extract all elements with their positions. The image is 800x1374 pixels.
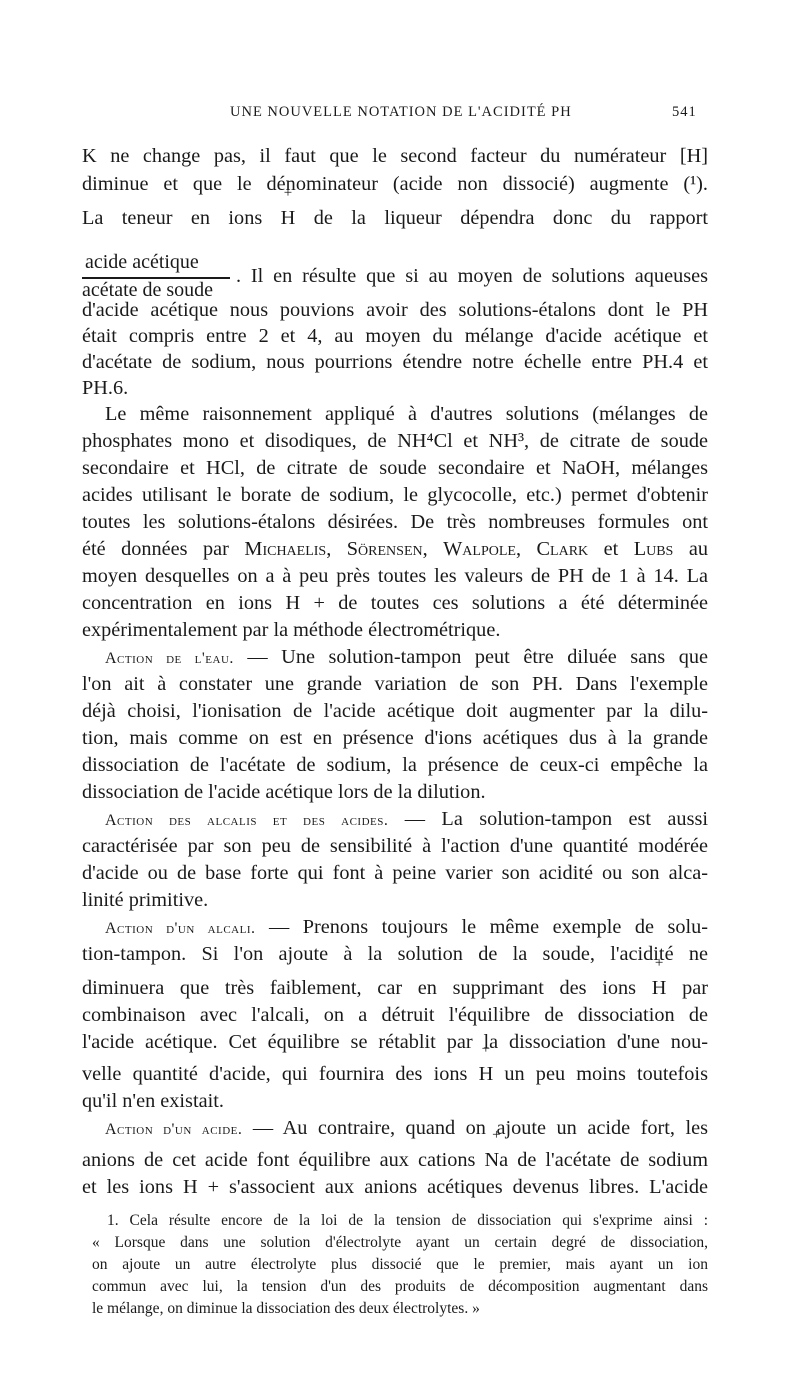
text-line	[82, 974, 708, 1002]
author-name: Sörensen,	[346, 538, 428, 560]
text-line: l'on ait à constater une grande variation de son PH. Dans l'exemple	[82, 673, 708, 695]
text-line: linité primitive.	[82, 889, 209, 911]
section-title: Action de l'eau.	[105, 650, 234, 667]
text-line: tion, mais comme on est en présence d'ions acétiques dus à la grande	[82, 727, 708, 749]
fraction-numerator: acide acétique	[85, 251, 199, 273]
running-title: UNE NOUVELLE NOTATION DE L'ACIDITÉ PH	[230, 104, 572, 120]
text-span: — Une solution-tampon peut être diluée sans que	[247, 646, 708, 668]
text-line: moyen desquelles on a à peu près toutes les valeurs de PH de 1 à 14. La	[82, 565, 708, 587]
footnote-line: le mélange, on diminue la dissociation des deux électrolytes. »	[92, 1300, 480, 1317]
text-span: de l'acétate de sodium	[517, 1149, 708, 1171]
text-span: — Au contraire, quand on ajoute un acide fort, les	[252, 1117, 709, 1139]
text-line: dissociation de l'acide acétique lors de la dilution.	[82, 781, 486, 803]
section-line	[105, 805, 708, 833]
text-line	[82, 204, 708, 232]
text-line: combinaison avec l'alcali, on a détruit l'équilibre de dissociation de	[82, 1004, 708, 1026]
text-span: un peu moins toutefois	[504, 1063, 708, 1085]
footnote-line: « Lorsque dans une solution d'électrolyte ayant un certain degré de dissociation,	[92, 1234, 708, 1251]
h-ion-symbol: + H	[281, 204, 296, 232]
text-line	[82, 1060, 708, 1088]
footnote-line: commun avec lui, la tension d'un des produits de décomposition augmentant dans	[92, 1278, 708, 1295]
text-line	[82, 535, 708, 563]
text-line: expérimentalement par la méthode électrométrique.	[82, 619, 501, 641]
text-span: diminuera que très faiblement, car en supprimant des ions	[82, 977, 637, 999]
author-name: Walpole,	[443, 538, 522, 560]
text-line: qu'il n'en existait.	[82, 1090, 224, 1112]
author-name: Clark	[536, 538, 589, 560]
h-ion-symbol: + H	[479, 1060, 494, 1088]
text-line: dissociation de l'acétate de sodium, la présence de ceux-ci empêche la	[82, 754, 708, 776]
text-span: et	[603, 538, 619, 560]
text-line: déjà choisi, l'ionisation de l'acide acétique doit augmenter par la dilu-	[82, 700, 708, 722]
text-line: toutes les solutions-étalons désirées. De très nombreuses formules ont	[82, 511, 708, 533]
h-ion-symbol: + H	[652, 974, 667, 1002]
section-title: Action des alcalis et des acides.	[105, 812, 389, 829]
text-line: caractérisée par son peu de sensibilité à l'action d'une quantité modérée	[82, 835, 708, 857]
text-line: acides utilisant le borate de sodium, le glycocolle, etc.) permet d'obtenir	[82, 484, 708, 506]
text-line: d'acétate de sodium, nous pourrions étendre notre échelle entre PH.4 et	[82, 351, 708, 373]
text-span: été données par	[82, 538, 229, 560]
text-span: au	[688, 538, 708, 560]
section-line	[105, 1114, 708, 1142]
section-line	[105, 643, 708, 671]
text-line: était compris entre 2 et 4, au moyen du mélange d'acide acétique et	[82, 325, 708, 347]
text-line: l'acide acétique. Cet équilibre se rétablit par la dissociation d'une nou-	[82, 1031, 708, 1053]
text-span: velle quantité d'acide, qui fournira des ions	[82, 1063, 468, 1085]
author-name: Michaelis,	[244, 538, 332, 560]
text-line: Le même raisonnement appliqué à d'autres solutions (mélanges de	[105, 403, 708, 425]
text-line: tion-tampon. Si l'on ajoute à la solution de la soude, l'acidité ne	[82, 943, 708, 965]
na-ion-symbol: + Na	[485, 1146, 509, 1174]
page-number: 541	[672, 104, 697, 120]
text-span: de la liqueur dépendra donc du rapport	[313, 207, 709, 229]
text-span: — Prenons toujours le même exemple de solu-	[269, 916, 709, 938]
footnote-line: 1. Cela résulte encore de la loi de la tension de dissociation qui s'exprime ainsi :	[107, 1212, 708, 1229]
text-span: La teneur en ions	[82, 207, 263, 229]
text-span: par	[682, 977, 708, 999]
text-span: anions de cet acide font équilibre aux cations	[82, 1149, 476, 1171]
text-line: et les ions H + s'associent aux anions acétiques devenus libres. L'acide	[82, 1176, 708, 1198]
text-line: . Il en résulte que si au moyen de solutions aqueuses	[236, 265, 708, 287]
section-line	[105, 913, 708, 941]
text-line	[82, 1146, 708, 1174]
text-line: PH.6.	[82, 377, 129, 399]
text-line: secondaire et HCl, de citrate de soude secondaire et NaOH, mélanges	[82, 457, 708, 479]
text-line: concentration en ions H + de toutes ces solutions a été déterminée	[82, 592, 708, 614]
author-name: Lubs	[633, 538, 674, 560]
text-line: d'acide acétique nous pouvions avoir des solutions-étalons dont le PH	[82, 299, 708, 321]
section-title: Action d'un acide.	[105, 1121, 243, 1138]
section-title: Action d'un alcali.	[105, 920, 256, 937]
text-line: phosphates mono et disodiques, de NH⁴Cl et NH³, de citrate de soude	[82, 430, 708, 452]
text-line: diminue et que le dénominateur (acide non dissocié) augmente (¹).	[82, 173, 708, 195]
text-line: d'acide ou de base forte qui font à peine varier son acidité ou son alca-	[82, 862, 708, 884]
footnote-line: on ajoute un autre électrolyte plus dissocié que le premier, mais ayant un ion	[92, 1256, 708, 1273]
fraction-denominator: acétate de soude	[82, 279, 214, 301]
text-line: K ne change pas, il faut que le second facteur du numérateur [H]	[82, 145, 708, 167]
text-span: — La solution-tampon est aussi	[404, 808, 708, 830]
